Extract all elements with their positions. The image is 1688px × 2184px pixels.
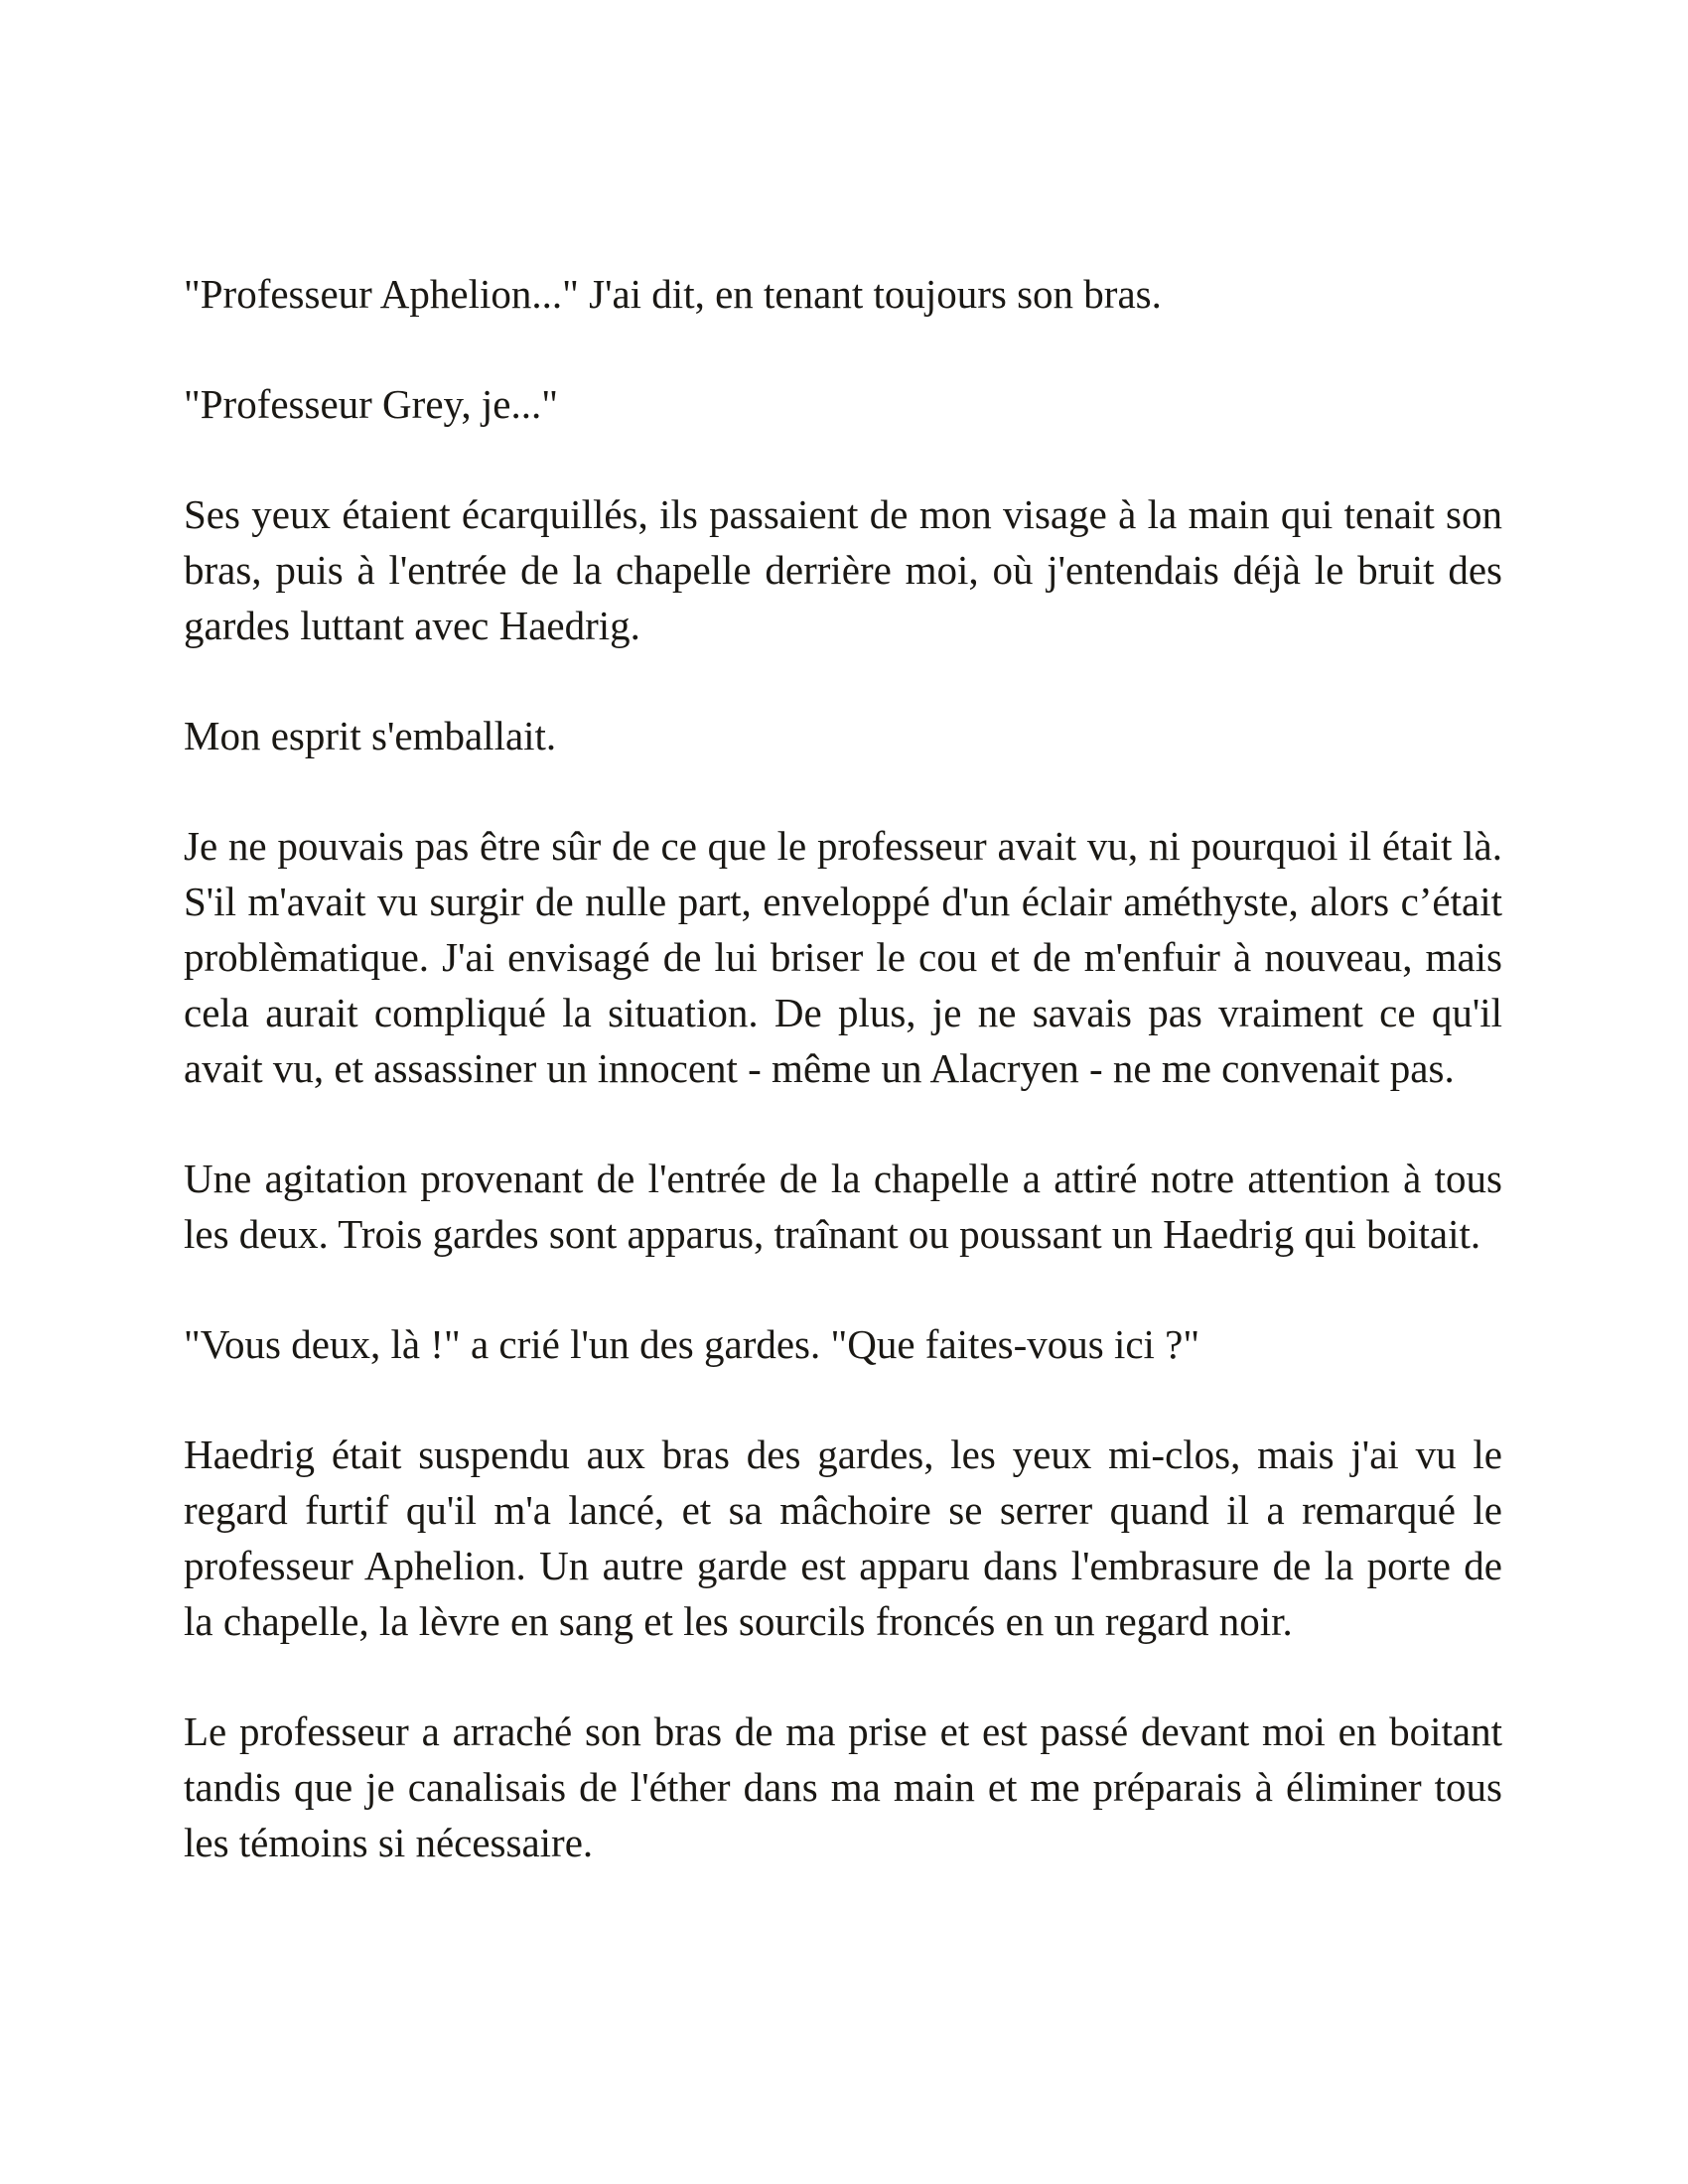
paragraph: "Professeur Grey, je..."	[184, 381, 558, 427]
paragraph: Une agitation provenant de l'entrée de la chapelle a attiré notre attention à tous les deux. Trois gardes sont apparus, traînant ou poussant un Haedrig qui boitait.	[184, 1156, 1502, 1257]
document-body	[184, 266, 1502, 1870]
paragraph: "Vous deux, là !" a crié l'un des gardes. "Que faites-vous ici ?"	[184, 1321, 1200, 1367]
paragraph: Le professeur a arraché son bras de ma prise et est passé devant moi en boitant tandis que je canalisais de l'éther dans ma main et me préparais à éliminer tous les témoins si nécessaire.	[184, 1708, 1502, 1865]
paragraph: Je ne pouvais pas être sûr de ce que le professeur avait vu, ni pourquoi il était là. S'il m'avait vu surgir de nulle part, enveloppé d'un éclair améthyste, alors c’était problèmatique. J'ai envisagé de lui briser le cou et de m'enfuir à nouveau, mais cela aurait compliqué la situation. De plus, je ne savais pas vraiment ce qu'il avait vu, et assassiner un innocent - même un Alacryen - ne me convenait pas.	[184, 823, 1502, 1091]
paragraph: Haedrig était suspendu aux bras des gardes, les yeux mi-clos, mais j'ai vu le regard furtif qu'il m'a lancé, et sa mâchoire se serrer quand il a remarqué le professeur Aphelion. Un autre garde est apparu dans l'embrasure de la porte de la chapelle, la lèvre en sang et les sourcils froncés en un regard noir.	[184, 1432, 1502, 1644]
paragraph: Mon esprit s'emballait.	[184, 713, 557, 758]
paragraph: "Professeur Aphelion..." J'ai dit, en tenant toujours son bras.	[184, 271, 1162, 317]
paragraph: Ses yeux étaient écarquillés, ils passaient de mon visage à la main qui tenait son bras, puis à l'entrée de la chapelle derrière moi, où j'entendais déjà le bruit des gardes luttant avec Haedrig.	[184, 491, 1502, 648]
